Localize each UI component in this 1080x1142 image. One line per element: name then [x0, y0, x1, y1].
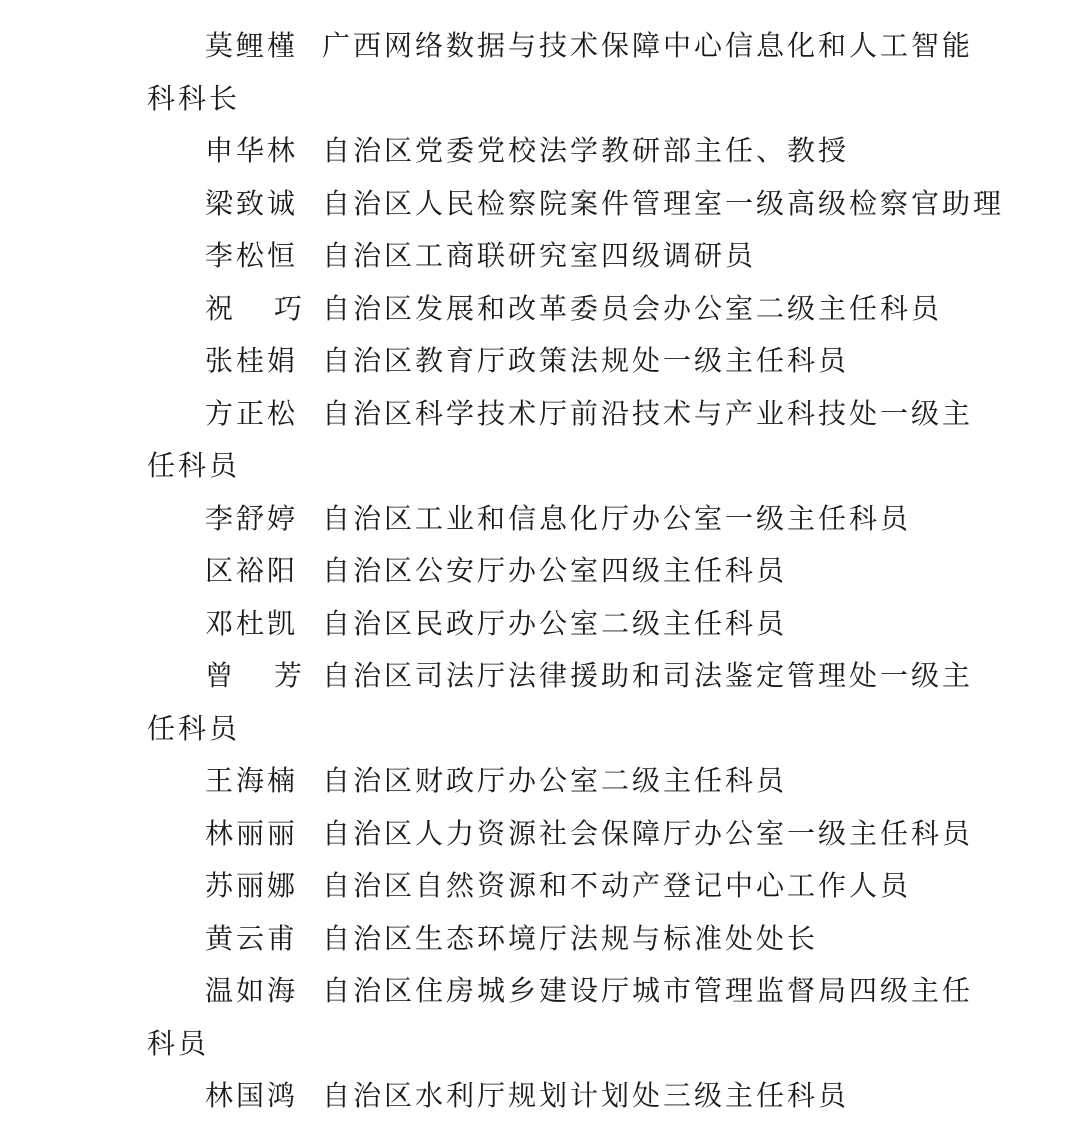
person-name: [205, 650, 305, 703]
name-char: 温: [205, 974, 237, 1007]
person-name: [205, 545, 299, 598]
person-title: 自治区自然资源和不动产登记中心工作人员: [322, 869, 912, 902]
name-char: 凯: [267, 606, 299, 640]
name-char: 鸿: [267, 1079, 299, 1112]
entry-line: [0, 178, 1080, 231]
entry-line: [0, 913, 1080, 966]
name-char: 鲤: [236, 29, 268, 62]
name-char: 海: [236, 764, 268, 797]
person-title: 自治区住房城乡建设厅城市管理监督局四级主任: [322, 974, 974, 1007]
name-char: 方: [205, 396, 237, 430]
entry-line: [0, 545, 1080, 598]
person-name: [205, 125, 299, 178]
name-char: 楠: [267, 764, 299, 797]
person-name: [205, 493, 299, 546]
person-title: 自治区司法厅法律援助和司法鉴定管理处一级主: [322, 659, 974, 692]
name-char: 巧: [273, 291, 305, 325]
name-char: 梁: [205, 186, 237, 220]
person-name: [205, 388, 299, 441]
name-char: 婷: [267, 501, 299, 535]
name-char: 林: [205, 1079, 237, 1112]
name-char: 申: [205, 134, 237, 167]
entry-line: [0, 1070, 1080, 1123]
person-title: 自治区党委党校法学教研部主任、教授: [322, 134, 850, 167]
person-name: [205, 283, 305, 336]
entry-line: [0, 388, 1080, 441]
entry-line: [0, 230, 1080, 283]
name-char: 林: [267, 134, 299, 167]
person-name: [205, 598, 299, 651]
name-char: 正: [236, 396, 268, 430]
name-char: 曾: [205, 659, 237, 692]
person-name: [205, 965, 299, 1018]
entry-line: [0, 493, 1080, 546]
name-char: 松: [267, 396, 299, 430]
name-char: 苏: [205, 869, 237, 902]
person-title-continuation: 科员: [147, 1026, 210, 1060]
name-char: 槿: [267, 29, 299, 62]
entry-continuation-line: [0, 73, 1080, 126]
person-title: 自治区教育厅政策法规处一级主任科员: [322, 344, 850, 377]
document-body: [0, 20, 1080, 1123]
name-char: 黄: [205, 921, 237, 955]
person-name: [205, 335, 299, 388]
entry-line: [0, 125, 1080, 178]
person-title-continuation: 任科员: [147, 711, 241, 745]
entry-continuation-line: [0, 1018, 1080, 1071]
person-title: 自治区工业和信息化厅办公室一级主任科员: [322, 501, 912, 535]
name-char: 娟: [267, 344, 299, 377]
name-char: 祝: [205, 291, 237, 325]
person-name: [205, 755, 299, 808]
name-char: 裕: [236, 554, 268, 587]
person-title: 自治区科学技术厅前沿技术与产业科技处一级主: [322, 396, 974, 430]
entry-line: [0, 650, 1080, 703]
entry-line: [0, 598, 1080, 651]
entry-line: [0, 20, 1080, 73]
name-char: 丽: [236, 816, 268, 850]
name-char: 李: [205, 239, 237, 272]
name-char: 邓: [205, 606, 237, 640]
name-char: 娜: [267, 869, 299, 902]
entry-continuation-line: [0, 703, 1080, 756]
entry-line: [0, 755, 1080, 808]
name-char: 莫: [205, 29, 237, 62]
name-char: 甫: [267, 921, 299, 955]
name-char: 诚: [267, 186, 299, 220]
person-title: 自治区人民检察院案件管理室一级高级检察官助理: [322, 186, 1005, 220]
name-char: 华: [236, 134, 268, 167]
person-title: 自治区民政厅办公室二级主任科员: [322, 606, 788, 640]
entry-line: [0, 283, 1080, 336]
name-char: 林: [205, 816, 237, 850]
person-title: 自治区财政厅办公室二级主任科员: [322, 764, 788, 797]
name-char: 恒: [267, 239, 299, 272]
person-name: [205, 178, 299, 231]
name-char: 松: [236, 239, 268, 272]
person-title: 自治区公安厅办公室四级主任科员: [322, 554, 788, 587]
person-title-continuation: 任科员: [147, 449, 241, 482]
entry-line: [0, 335, 1080, 388]
entry-continuation-line: [0, 440, 1080, 493]
person-name: [205, 860, 299, 913]
name-char: 芳: [273, 659, 305, 692]
name-char: 海: [267, 974, 299, 1007]
person-title: 自治区生态环境厅法规与标准处处长: [322, 921, 819, 955]
entry-line: [0, 860, 1080, 913]
name-char: 张: [205, 344, 237, 377]
person-name: [205, 913, 299, 966]
name-char: 云: [236, 921, 268, 955]
name-char: 桂: [236, 344, 268, 377]
person-title-continuation: 科科长: [147, 81, 241, 115]
person-title: 自治区工商联研究室四级调研员: [322, 239, 757, 272]
entry-line: [0, 965, 1080, 1018]
name-char: 杜: [236, 606, 268, 640]
name-char: 阳: [267, 554, 299, 587]
name-char: 李: [205, 501, 237, 535]
person-name: [205, 20, 299, 73]
person-title: 自治区水利厅规划计划处三级主任科员: [322, 1079, 850, 1112]
person-name: [205, 808, 299, 861]
name-char: 致: [236, 186, 268, 220]
name-char: 王: [205, 764, 237, 797]
name-char: 如: [236, 974, 268, 1007]
person-title: 自治区人力资源社会保障厅办公室一级主任科员: [322, 816, 974, 850]
name-char: 舒: [236, 501, 268, 535]
person-title: 广西网络数据与技术保障中心信息化和人工智能: [322, 29, 974, 62]
person-title: 自治区发展和改革委员会办公室二级主任科员: [322, 291, 943, 325]
name-char: 丽: [267, 816, 299, 850]
entry-line: [0, 808, 1080, 861]
name-char: 国: [236, 1079, 268, 1112]
name-char: 区: [205, 554, 237, 587]
person-name: [205, 1070, 299, 1123]
person-name: [205, 230, 299, 283]
name-char: 丽: [236, 869, 268, 902]
